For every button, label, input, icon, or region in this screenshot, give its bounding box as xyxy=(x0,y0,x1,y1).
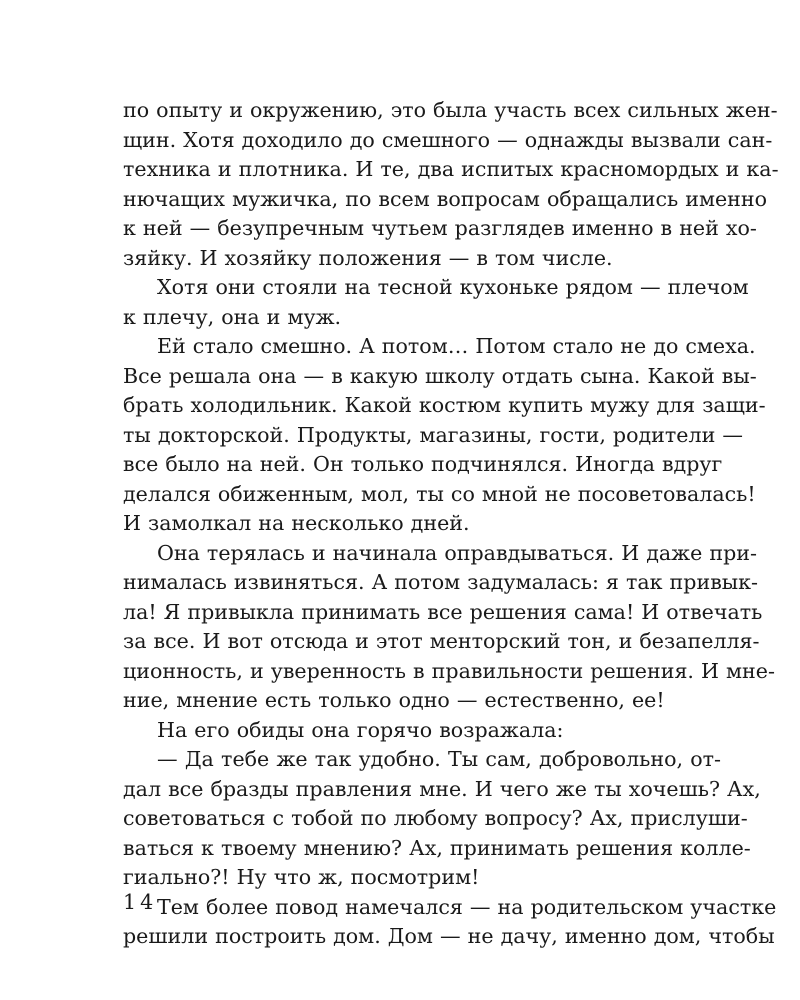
text-line: ционность, и уверенность в правильности решения. И мне- xyxy=(123,658,775,683)
text-line: Тем более повод намечался — на родительском участке xyxy=(157,894,777,919)
text-line: дал все бразды правления мне. И чего же ты хочешь? Ах, xyxy=(123,776,761,801)
text-line: к ней — безупречным чутьем разглядев именно в ней хо- xyxy=(123,216,757,240)
text-line: брать холодильник. Какой костюм купить мужу для защи- xyxy=(123,393,766,417)
text-line: — Да тебе же так удобно. Ты сам, добровольно, от- xyxy=(157,747,721,771)
text-line: советоваться с тобой по любому вопросу? Ах, прислуши- xyxy=(123,806,748,830)
text-line: к плечу, она и муж. xyxy=(123,304,342,329)
text-line: решили построить дом. Дом — не дачу, именно дом, чтобы xyxy=(123,924,775,948)
text-line: ла! Я привыкла принимать все решения сама! И отвечать xyxy=(123,599,763,624)
text-line: Ей стало смешно. А потом… Потом стало не до смеха. xyxy=(157,334,756,358)
text-line: за все. И вот отсюда и этот менторский тон, и безапелля- xyxy=(123,629,760,653)
text-line: все было на ней. Он только подчинялся. Иногда вдруг xyxy=(123,452,723,476)
text-line: нючащих мужичка, по всем вопросам обращались именно xyxy=(123,186,768,211)
text-line: техника и плотника. И те, два испитых красномордых и ка- xyxy=(123,157,779,181)
text-line: зяйку. И хозяйку положения — в том числе. xyxy=(123,245,613,270)
text-line: гиально?! Ну что ж, посмотрим! xyxy=(123,865,480,889)
page-number: 14 xyxy=(123,890,158,914)
text-line: И замолкал на несколько дней. xyxy=(123,511,470,535)
text-line: ты докторской. Продукты, магазины, гости, родители — xyxy=(123,422,743,447)
text-line: Хотя они стояли на тесной кухоньке рядом — плечом xyxy=(157,275,749,299)
text-line: делался обиженным, мол, ты со мной не посоветовалась! xyxy=(123,481,756,506)
text-line: На его обиды она горячо возражала: xyxy=(157,717,564,742)
text-line: ваться к твоему мнению? Ах, принимать решения колле- xyxy=(123,835,751,860)
text-line: ние, мнение есть только одно — естественно, ее! xyxy=(123,688,665,712)
text-line: щин. Хотя доходило до смешного — однажды вызвали сан- xyxy=(123,127,773,152)
text-line: Она терялась и начинала оправдываться. И даже при- xyxy=(157,540,757,565)
text-line: Все решала она — в какую школу отдать сына. Какой вы- xyxy=(123,363,757,388)
text-line: нималась извиняться. А потом задумалась: я так привык- xyxy=(123,570,759,594)
body-text xyxy=(123,96,779,952)
text-line: по опыту и окружению, это была участь всех сильных жен- xyxy=(123,98,778,122)
